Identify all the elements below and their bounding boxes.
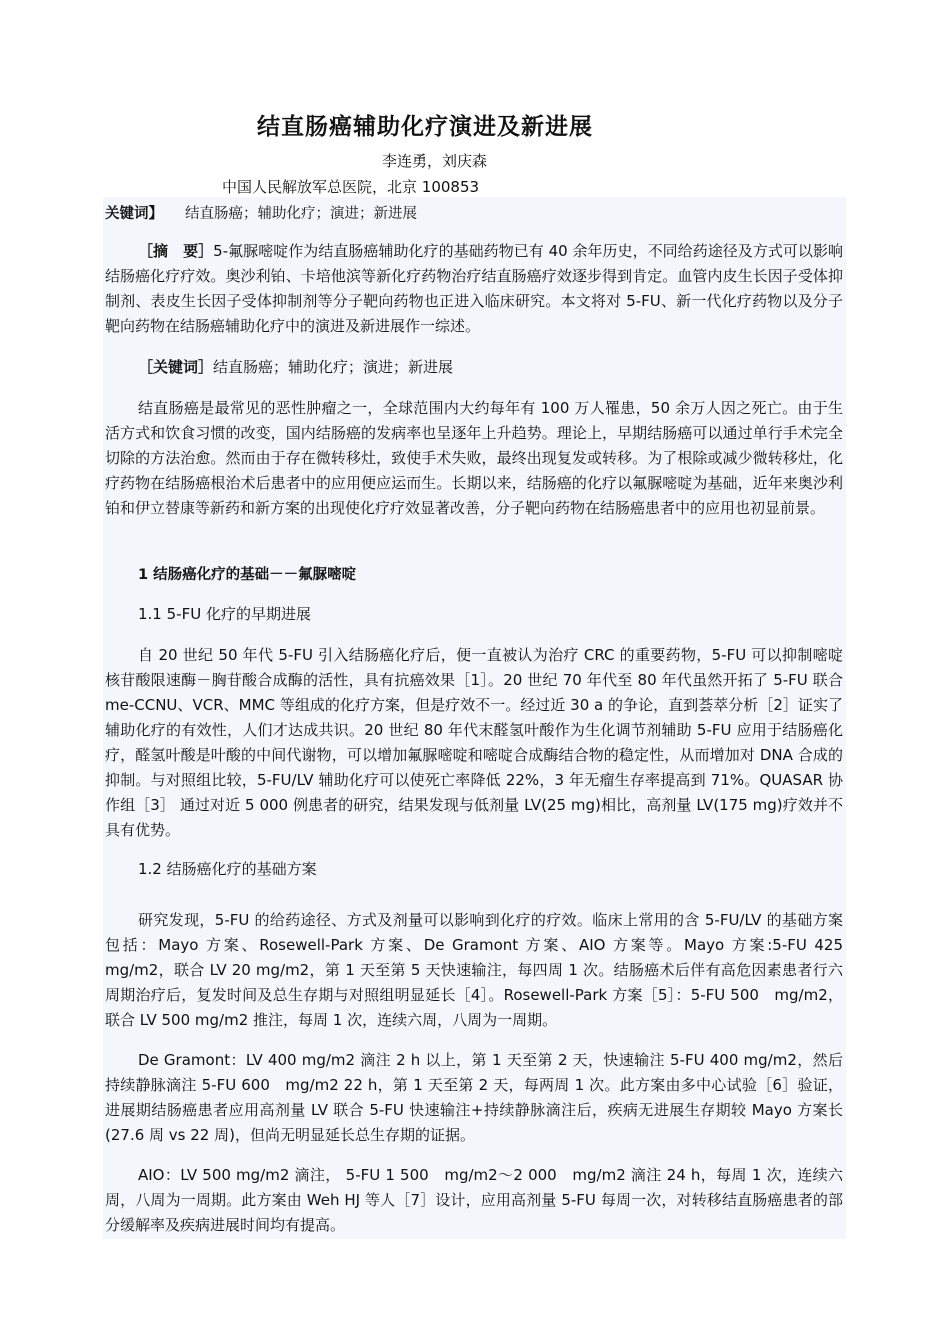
section-1-2-paragraph: 研究发现，5-FU 的给药途径、方式及剂量可以影响到化疗的疗效。临床上常用的含 5-FU/LV 的基础方案包括：Mayo 方案、Rosewell-Park 方案、De Gramont 方案、AIO 方案等。Mayo 方案:5-FU 425 mg/m2，联合 LV 20 mg/m2，第 1 天至第 5 天快速输注，每四周 1 次。结肠癌术后伴有高危因素患者行六周期治疗后，复发时间及总生存期与对照组明显延长［4］。Rosewell-Park 方案［5］：5-FU 500 mg/m2，联合 LV 500 mg/m2 推注，每周 1 次，连续六周，八周为一周期。: [105, 911, 859, 1029]
section-1-heading: 1 结肠癌化疗的基础－－氟脲嘧啶: [138, 567, 357, 583]
abstract-text: 5-氟脲嘧啶作为结直肠癌辅助化疗的基础药物已有 40 余年历史，不同给药途径及方式可以影响结肠癌化疗疗效。奥沙利铂、卡培他滨等新化疗药物治疗结直肠癌疗效逐步得到肯定。血管内皮生长因子受体抑制剂、表皮生长因子受体抑制剂等分子靶向药物也正进入临床研究。本文将对 5-FU、新一代化疗药物以及分子靶向药物在结肠癌辅助化疗中的演进及新进展作一综述。: [105, 242, 843, 335]
document-title: 结直肠癌辅助化疗演进及新进展: [257, 114, 593, 140]
abstract-label: ［摘 要］: [138, 242, 214, 260]
degramont-paragraph: De Gramont：LV 400 mg/m2 滴注 2 h 以上，第 1 天至第 2 天，快速输注 5-FU 400 mg/m2，然后持续静脉滴注 5-FU 600 mg/m2 22 h，第 1 天至第 2 天，每两周 1 次。此方案由多中心试验［6］验证，进展期结肠癌患者应用高剂量 LV 联合 5-FU 快速输注+持续静脉滴注后，疾病无进展生存期较 Mayo 方案长(27.6 周 vs 22 周)，但尚无明显延长总生存期的证据。: [105, 1051, 843, 1144]
keywords-header: [105, 202, 417, 223]
section-1-1-heading: 1.1 5-FU 化疗的早期进展: [138, 605, 311, 623]
section-1-1-paragraph: 自 20 世纪 50 年代 5-FU 引入结肠癌化疗后，便一直被认为治疗 CRC 的重要药物，5-FU 可以抑制嘧啶核苷酸限速酶－胸苷酸合成酶的活性，具有抗癌效果［1］。20 世纪 70 年代至 80 年代虽然开拓了 5-FU 联合 me-CCNU、VCR、MMC 等组成的化疗方案，但是疗效不一。经过近 30 a 的争论，直到荟萃分析［2］证实了辅助化疗的有效性，人们才达成共识。20 世纪 80 年代末醛氢叶酸作为生化调节剂辅助 5-FU 应用于结肠癌化疗，醛氢叶酸是叶酸的中间代谢物，可以增加氟脲嘧啶和嘧啶合成酶结合物的稳定性，从而增加对 DNA 合成的抑制。与对照组比较，5-FU/LV 辅助化疗可以使死亡率降低 22%，3 年无瘤生存率提高到 71%。QUASAR 协作组［3］ 通过对近 5 000 例患者的研究，结果发现与低剂量 LV(25 mg)相比，高剂量 LV(175 mg)疗效并不具有优势。: [105, 646, 843, 839]
keywords-header-text: 结直肠癌；辅助化疗；演进；新进展: [185, 206, 417, 222]
keywords-text: 结直肠癌；辅助化疗；演进；新进展: [213, 358, 454, 376]
abstract-paragraph: [105, 239, 843, 339]
affiliation: 中国人民解放军总医院，北京 100853: [222, 178, 480, 196]
authors: 李连勇，刘庆森: [382, 152, 488, 170]
keywords-paragraph: [105, 355, 843, 380]
intro-paragraph: 结直肠癌是最常见的恶性肿瘤之一，全球范围内大约每年有 100 万人罹患，50 余万人因之死亡。由于生活方式和饮食习惯的改变，国内结肠癌的发病率也呈逐年上升趋势。理论上，早期结肠癌可以通过单行手术完全切除的方法治愈。然而由于存在微转移灶，致使手术失败，最终出现复发或转移。为了根除或减少微转移灶，化疗药物在结肠癌根治术后患者中的应用便应运而生。长期以来，结肠癌的化疗以氟脲嘧啶为基础，近年来奥沙利铂和伊立替康等新药和新方案的出现使化疗疗效显著改善，分子靶向药物在结肠癌患者中的应用也初显前景。: [105, 399, 843, 517]
aio-paragraph: AIO：LV 500 mg/m2 滴注， 5-FU 1 500 mg/m2～2 000 mg/m2 滴注 24 h，每周 1 次，连续六周，八周为一周期。此方案由 Weh HJ 等人［7］设计，应用高剂量 5-FU 每周一次，对转移结直肠癌患者的部分缓解率及疾病进展时间均有提高。: [105, 1166, 843, 1234]
keywords-label: ［关键词］: [138, 358, 214, 376]
section-1-2-heading: 1.2 结肠癌化疗的基础方案: [138, 860, 317, 878]
keywords-header-label: 关键词】: [105, 206, 163, 222]
